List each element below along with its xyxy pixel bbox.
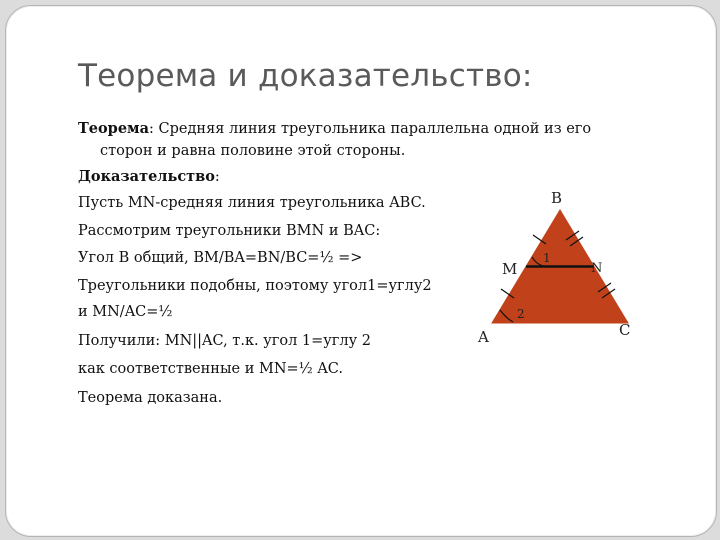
angle-1-label: 1 <box>543 251 551 265</box>
proof-line-6: Получили: MN||AC, т.к. угол 1=углу 2 <box>78 333 371 349</box>
theorem-label: Теорема <box>78 120 150 137</box>
vertex-c-label: C <box>619 321 631 339</box>
proof-line-4: Треугольники подобны, поэтому угол1=углу2 <box>78 278 432 294</box>
vertex-a-label: A <box>478 328 489 346</box>
proof-line-3: Угол В общий, BM/BA=BN/BC=½ => <box>78 250 363 266</box>
point-n-label: N <box>591 261 603 276</box>
theorem-text-1: : Средняя линия треугольника параллельна одной из его <box>149 121 592 137</box>
theorem-text-2: сторон и равна половине этой стороны. <box>100 143 406 159</box>
proof-line-7: как соответственные и MN=½ AC. <box>78 361 343 377</box>
proof-label: Доказательство <box>78 168 215 185</box>
proof-line-8: Теорема доказана. <box>78 390 223 406</box>
proof-line-2: Рассмотрим треугольники BMN и BAC: <box>78 223 381 239</box>
vertex-b-label: B <box>551 189 563 207</box>
angle-2-label: 2 <box>517 307 525 321</box>
proof-line-5: и MN/AC=½ <box>78 304 173 320</box>
proof-colon: : <box>214 169 220 185</box>
point-m-label: M <box>502 260 518 278</box>
proof-line-1: Пусть MN-средняя линия треугольника ABC. <box>78 195 426 211</box>
slide-title: Теорема и доказательство: <box>78 58 533 94</box>
